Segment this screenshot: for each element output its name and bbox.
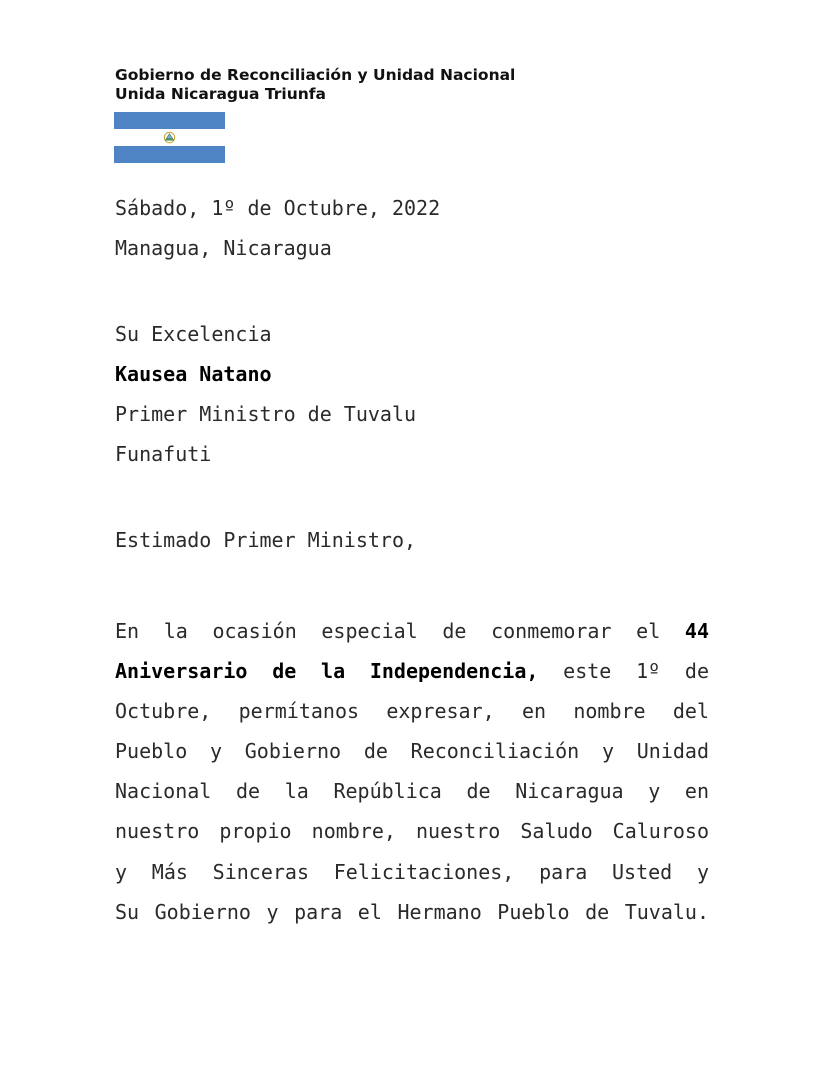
- paragraph-line: Octubre, permítanos expresar, en nombre del: [115, 699, 709, 724]
- recipient-city: Funafuti: [115, 442, 212, 466]
- letter-date: Sábado, 1º de Octubre, 2022: [115, 196, 441, 220]
- recipient-name: Kausea Natano: [115, 362, 272, 386]
- paragraph-line: [115, 611, 709, 651]
- paragraph-line: Nacional de la República de Nicaragua y en: [115, 779, 709, 804]
- paragraph-line: Pueblo y Gobierno de Reconciliación y Unidad: [115, 739, 709, 764]
- body-paragraph: [115, 611, 709, 932]
- paragraph-line: Su Gobierno y para el Hermano Pueblo de Tuvalu.: [115, 899, 709, 924]
- letter-place: Managua, Nicaragua: [115, 236, 332, 260]
- letterhead: [115, 66, 515, 104]
- paragraph-line: nuestro propio nombre, nuestro Saludo Caluroso: [115, 819, 709, 844]
- paragraph-line: [115, 651, 709, 691]
- letterhead-government-name: Gobierno de Reconciliación y Unidad Nacional: [115, 66, 516, 84]
- nicaragua-flag-icon: [114, 112, 225, 163]
- paragraph-text: este 1º de: [563, 659, 709, 684]
- anniversary-number: 44: [684, 619, 709, 643]
- paragraph-line: y Más Sinceras Felicitaciones, para Usted y: [115, 859, 709, 884]
- recipient-title: Su Excelencia: [115, 322, 272, 346]
- letterhead-slogan: Unida Nicaragua Triunfa: [115, 85, 327, 103]
- anniversary-title: Aniversario de la Independencia,: [115, 659, 539, 684]
- greeting: Estimado Primer Ministro,: [115, 528, 417, 552]
- paragraph-text: En la ocasión especial de conmemorar el: [115, 619, 661, 643]
- recipient-position: Primer Ministro de Tuvalu: [115, 402, 417, 426]
